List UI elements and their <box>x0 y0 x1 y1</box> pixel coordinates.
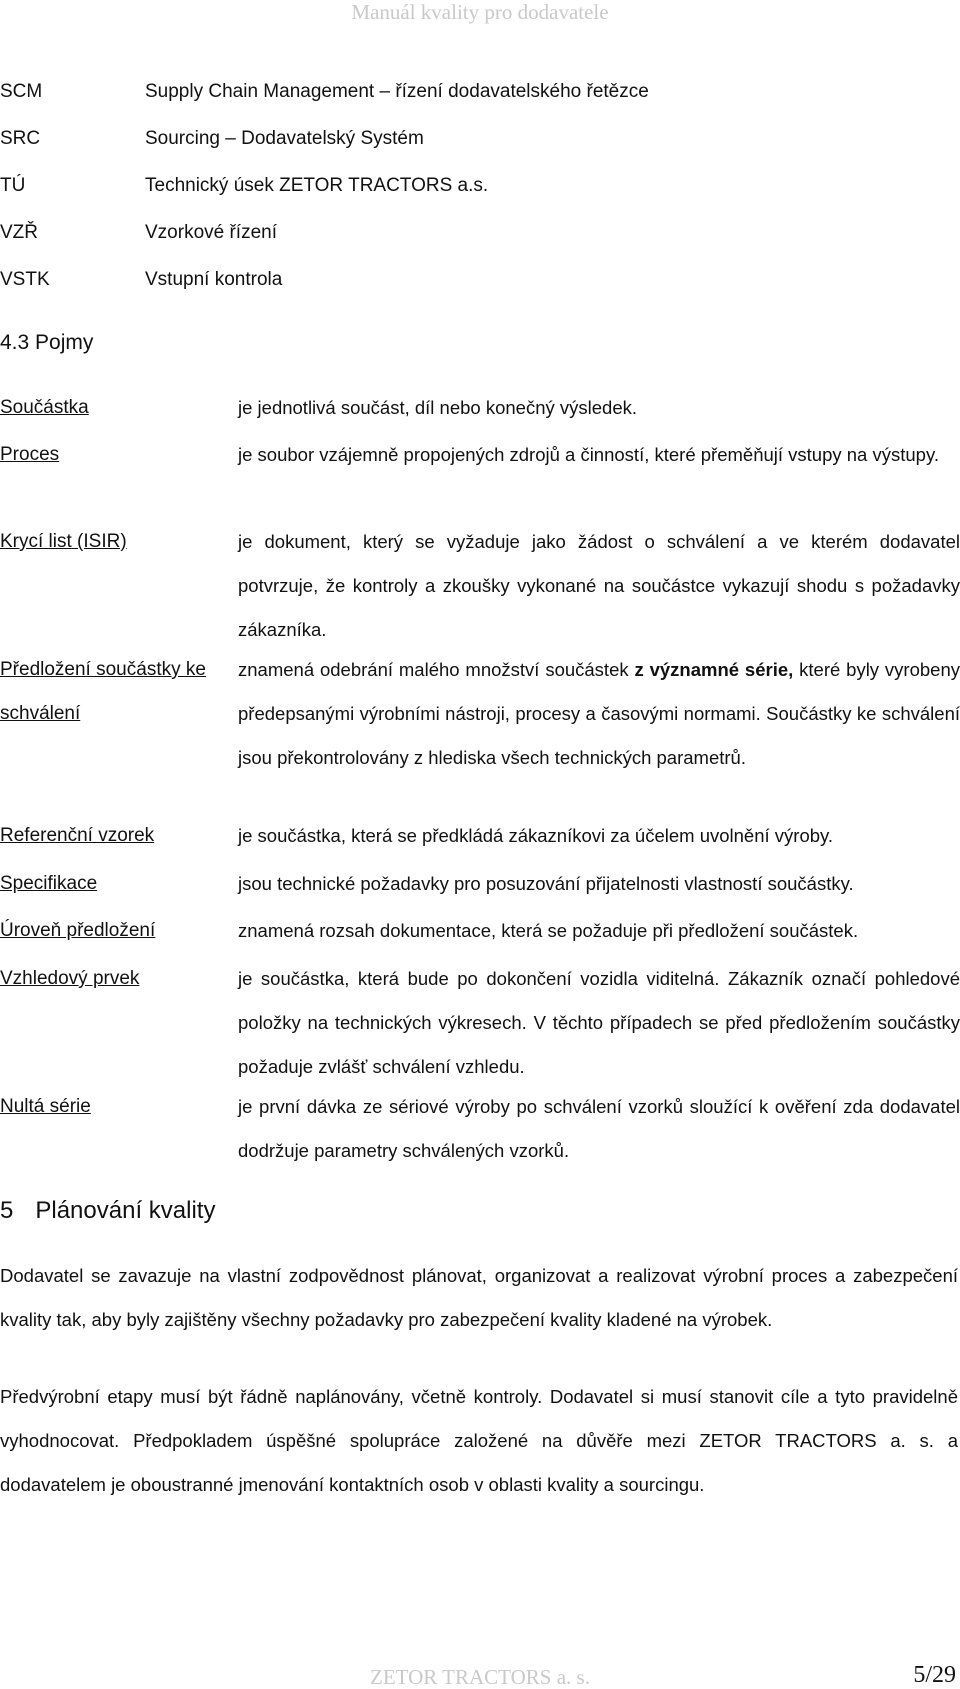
section-5-number: 5 <box>0 1197 14 1224</box>
definition-vzhledovy-prvek: je součástka, která bude po dokončení vozidla viditelná. Zákazník označí pohledové položky na technických výkresech. V těchto případech se před předložením součástky požaduje zvlášť schválení vzhledu. <box>238 968 960 1077</box>
abbreviation-description: Vstupní kontrola <box>145 269 283 290</box>
footer-page-number: 5/29 <box>913 1662 956 1688</box>
definition-uroven-predlozeni: znamená rozsah dokumentace, která se požaduje při předložení součástek. <box>238 920 859 941</box>
definition-nulta-serie: je první dávka ze sériové výroby po schválení vzorků sloužící k ověření zda dodavatel dodržuje parametry schválených vzorků. <box>238 1096 960 1161</box>
term-proces: Proces <box>0 444 60 465</box>
term-kryci-list-suffix: (ISIR) <box>71 531 127 552</box>
document-header-title: Manuál kvality pro dodavatele <box>351 0 609 24</box>
definition-specifikace: jsou technické požadavky pro posuzování přijatelnosti vlastností součástky. <box>238 873 854 894</box>
term-vzhledovy-prvek: Vzhledový prvek <box>0 968 140 989</box>
term-predlozeni-soucastky: Předložení součástky ke schválení <box>0 659 206 724</box>
term-referencni-vzorek: Referenční vzorek <box>0 825 155 846</box>
abbreviation-code: VZŘ <box>0 222 38 243</box>
section-5-heading <box>0 1196 215 1226</box>
term-kryci-list-label: Krycí list <box>0 531 72 552</box>
abbreviation-description: Technický úsek ZETOR TRACTORS a.s. <box>145 175 489 196</box>
definition-predlozeni-soucastky <box>238 648 960 780</box>
definition-predlozeni-bold: z významné série, <box>634 659 794 680</box>
term-nulta-serie: Nultá série <box>0 1096 91 1117</box>
definition-referencni-vzorek: je součástka, která se předkládá zákazníkovi za účelem uvolnění výroby. <box>238 825 834 846</box>
term-soucastka: Součástka <box>0 397 89 418</box>
section-5-title: Plánování kvality <box>35 1197 216 1224</box>
footer-company: ZETOR TRACTORS a. s. <box>370 1665 590 1689</box>
section-5-paragraph: Dodavatel se zavazuje na vlastní zodpovědnost plánovat, organizovat a realizovat výrobní proces a zabezpečení kvality tak, aby byly zajištěny všechny požadavky pro zabezpečení kvality kladené na výrobek. <box>0 1265 958 1330</box>
section-4-3-heading: 4.3 Pojmy <box>0 331 94 354</box>
definition-proces: je soubor vzájemně propojených zdrojů a činností, které přeměňují vstupy na výstupy. <box>238 444 939 465</box>
term-uroven-predlozeni: Úroveň předložení <box>0 920 156 941</box>
abbreviation-code: TÚ <box>0 175 26 196</box>
abbreviation-description: Vzorkové řízení <box>145 222 277 243</box>
abbreviation-code: SCM <box>0 81 43 102</box>
definition-predlozeni-part-b: které byly vyrobeny předepsanými výrobními nástroji, procesy a časovými normami. Součástky ke schválení jsou překontrolovány z hlediska všech technických parametrů. <box>238 659 960 768</box>
definition-kryci-list: je dokument, který se vyžaduje jako žádost o schválení a ve kterém dodavatel potvrzuje, že kontroly a zkoušky vykonané na součástce vykazují shodu s požadavky zákazníka. <box>238 531 960 640</box>
definition-predlozeni-part-a: znamená odebrání malého množství součástek <box>238 659 635 680</box>
abbreviation-description: Supply Chain Management – řízení dodavatelského řetězce <box>145 81 649 102</box>
definition-soucastka: je jednotlivá součást, díl nebo konečný výsledek. <box>238 397 638 418</box>
term-kryci-list <box>0 520 225 564</box>
term-specifikace: Specifikace <box>0 873 98 894</box>
section-5-paragraph: Předvýrobní etapy musí být řádně naplánovány, včetně kontroly. Dodavatel si musí stanovit cíle a tyto pravidelně vyhodnocovat. Předpokladem úspěšné spolupráce založené na důvěře mezi ZETOR TRACTORS a. s. a dodavatelem je oboustranné jmenování kontaktních osob v oblasti kvality a sourcingu. <box>0 1386 958 1495</box>
abbreviation-code: VSTK <box>0 269 50 290</box>
abbreviation-code: SRC <box>0 128 41 149</box>
abbreviation-description: Sourcing – Dodavatelský Systém <box>145 128 424 149</box>
